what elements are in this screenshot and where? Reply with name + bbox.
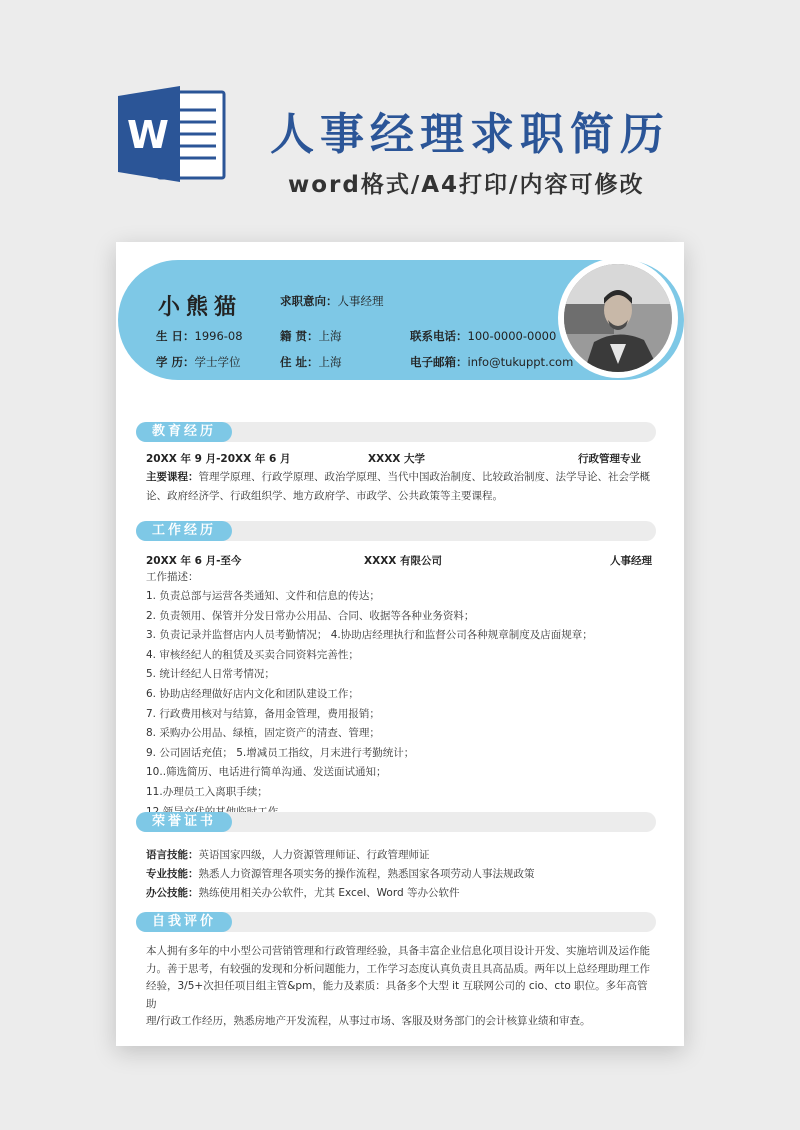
phone-field <box>410 328 556 344</box>
list-item: 6. 协助店经理做好店内文化和团队建设工作； <box>146 687 359 700</box>
intent-value: 人事经理 <box>337 294 384 308</box>
word-document-icon <box>118 84 230 184</box>
intent-field <box>280 293 384 309</box>
section-title-work: 工作经历 <box>136 521 232 541</box>
avatar <box>558 258 678 378</box>
skill-value: 熟练使用相关办公软件，尤其 Excel、Word 等办公软件 <box>198 887 460 899</box>
profile-bar <box>118 260 684 380</box>
list-item: 4. 审核经纪人的租赁及买卖合同资料完善性； <box>146 648 359 661</box>
list-item: 5. 统计经纪人日常考情况； <box>146 668 275 681</box>
list-item: 1. 负责总部与运营各类通知、文件和信息的传达； <box>146 590 380 602</box>
list-item: 3. 负责记录并监督店内人员考勤情况； 4.协助店经理执行和监督公司各种规章制度及店面规章； <box>146 629 593 642</box>
list-item: 10..筛选简历、电话进行简单沟通、发送面试通知； <box>146 766 387 779</box>
education-period: 20XX 年 9 月-20XX 年 6 月 <box>146 453 291 465</box>
skill-office <box>146 884 658 903</box>
email-value: info@tukuppt.com <box>467 355 574 369</box>
email-label: 电子邮箱： <box>410 355 468 369</box>
resume-sheet <box>116 242 684 1046</box>
intent-label: 求职意向： <box>280 294 338 308</box>
courses-line-2: 论、政府经济学、行政组织学、地方政府学、市政学、公共政策等主要课程。 <box>146 490 503 502</box>
list-item: 7. 行政费用核对与结算，备用金管理，费用报销； <box>146 707 380 720</box>
skill-professional <box>146 865 658 884</box>
skill-label: 办公技能： <box>146 887 199 899</box>
education-courses <box>146 468 658 506</box>
list-item: 8. 采购办公用品、绿植，固定资产的清查、管理； <box>146 727 380 740</box>
address-label: 住 址： <box>280 355 319 369</box>
list-item: 9. 公司固话充值； 5.增减员工指纹，月末进行考勤统计； <box>146 746 415 759</box>
self-eval-line: 理/行政工作经历，熟悉房地产开发流程，从事过市场、客服及财务部门的会计核算业绩和审查。 <box>146 1015 591 1027</box>
work-company: XXXX 有限公司 <box>364 555 443 567</box>
skill-label: 专业技能： <box>146 868 199 880</box>
section-honors <box>136 812 656 832</box>
origin-value: 上海 <box>318 329 342 343</box>
phone-value: 100-0000-0000 <box>467 329 557 343</box>
email-field <box>410 354 573 370</box>
section-education <box>136 422 656 442</box>
self-eval-text <box>146 943 658 1031</box>
edu-label: 学 历： <box>156 355 195 369</box>
list-item: 2. 负责领用、保管并分发日常办公用品、合同、收据等各种业务资料； <box>146 609 475 622</box>
address-field <box>280 354 342 370</box>
edu-value: 学士学位 <box>194 355 241 369</box>
skill-value: 熟悉人力资源管理各项实务的操作流程，熟悉国家各项劳动人事法规政策 <box>198 868 535 880</box>
work-position: 人事经理 <box>610 555 652 567</box>
section-self-eval <box>136 912 656 932</box>
section-work <box>136 521 656 541</box>
page-title: 人事经理求职简历 <box>270 109 670 160</box>
origin-label: 籍 贯： <box>280 329 319 343</box>
candidate-name: 小熊猫 <box>158 295 243 320</box>
origin-field <box>280 328 342 344</box>
self-eval-line: 经验，3/5+次担任项目组主管&pm，能力及素质：具备多个大型 it 互联网公司的 cio、cto 职位。多年高管助 <box>146 980 648 1010</box>
birth-value: 1996-08 <box>194 329 243 343</box>
work-duties-list <box>146 587 658 822</box>
courses-line-1: 管理学原理、行政学原理、政治学原理、当代中国政治制度、比较政治制度、法学导论、社会学概 <box>198 471 650 483</box>
honors-list <box>146 846 658 903</box>
skill-value: 英语国家四级，人力资源管理师证、行政管理师证 <box>198 849 430 861</box>
avatar-photo <box>564 264 672 372</box>
word-icon-letter: W <box>127 113 169 157</box>
education-school: XXXX 大学 <box>368 453 426 465</box>
self-eval-line: 力。善于思考，有较强的发现和分析问题能力，工作学习态度认真负责且具高品质。两年以上总经理助理工作 <box>146 962 650 975</box>
phone-label: 联系电话： <box>410 329 468 343</box>
section-title-honors: 荣誉证书 <box>136 812 232 832</box>
skill-label: 语言技能： <box>146 849 199 861</box>
birth-label: 生 日： <box>156 329 195 343</box>
courses-label: 主要课程： <box>146 471 199 483</box>
section-title-education: 教育经历 <box>136 422 232 442</box>
list-item: 11.办理员工入离职手续； <box>146 785 268 798</box>
address-value: 上海 <box>318 355 342 369</box>
education-major: 行政管理专业 <box>578 453 641 465</box>
birth-field <box>156 328 243 344</box>
skill-language <box>146 846 658 865</box>
self-eval-line: 本人拥有多年的中小型公司营销管理和行政管理经验，具备丰富企业信息化项目设计开发、实施培训及运作能 <box>146 945 650 957</box>
header-banner <box>0 0 800 230</box>
section-title-self-eval: 自我评价 <box>136 912 232 932</box>
work-desc-label: 工作描述： <box>146 571 199 583</box>
education-level-field <box>156 354 241 370</box>
page-subtitle: word格式/A4打印/内容可修改 <box>288 172 645 198</box>
work-period: 20XX 年 6 月-至今 <box>146 555 242 567</box>
